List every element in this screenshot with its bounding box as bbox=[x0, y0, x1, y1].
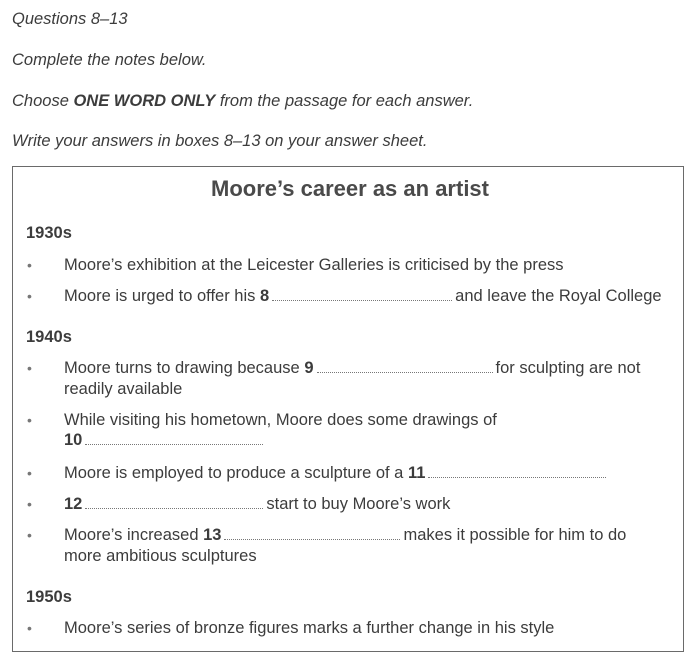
note-text: Moore turns to drawing because bbox=[64, 359, 300, 377]
note-item bbox=[64, 495, 450, 514]
instruction-complete: Complete the notes below. bbox=[12, 51, 207, 69]
note-item: Moore’s exhibition at the Leicester Galleries is criticised by the press bbox=[64, 256, 564, 274]
decade-heading: 1930s bbox=[26, 224, 72, 242]
answer-blank[interactable] bbox=[317, 372, 493, 373]
bullet: • bbox=[27, 527, 32, 543]
note-text: Moore is employed to produce a sculpture of a bbox=[64, 464, 404, 482]
question-number: 8 bbox=[259, 287, 270, 305]
note-text: makes it possible for him to do bbox=[403, 526, 627, 544]
note-item: While visiting his hometown, Moore does some drawings of bbox=[64, 411, 497, 429]
instruction-text: from the passage for each answer. bbox=[215, 92, 474, 110]
answer-blank[interactable] bbox=[85, 508, 263, 509]
note-item-cont: readily available bbox=[64, 380, 183, 398]
bullet: • bbox=[27, 360, 32, 376]
note-item bbox=[64, 526, 626, 545]
note-item bbox=[64, 287, 662, 306]
instruction-text: Choose bbox=[12, 92, 74, 110]
notes-box bbox=[12, 166, 684, 652]
instruction-choose bbox=[12, 92, 473, 111]
answer-blank[interactable] bbox=[428, 477, 606, 478]
decade-heading: 1940s bbox=[26, 328, 72, 346]
bullet: • bbox=[27, 465, 32, 481]
note-text: for sculpting are not bbox=[495, 359, 641, 377]
answer-blank[interactable] bbox=[224, 539, 400, 540]
note-text: and leave the Royal College bbox=[455, 287, 662, 305]
note-text: Moore is urged to offer his bbox=[64, 287, 256, 305]
note-item-cont: more ambitious sculptures bbox=[64, 547, 257, 565]
bullet: • bbox=[27, 288, 32, 304]
decade-heading: 1950s bbox=[26, 588, 72, 606]
note-item bbox=[64, 359, 640, 378]
note-text: Moore’s increased bbox=[64, 526, 199, 544]
bullet: • bbox=[27, 620, 32, 636]
questions-heading: Questions 8–13 bbox=[12, 10, 128, 28]
bullet: • bbox=[27, 412, 32, 428]
answer-blank[interactable] bbox=[85, 444, 263, 445]
question-number: 12 bbox=[64, 495, 83, 513]
instruction-write: Write your answers in boxes 8–13 on your answer sheet. bbox=[12, 132, 428, 150]
question-number: 13 bbox=[203, 526, 222, 544]
note-text: start to buy Moore’s work bbox=[266, 495, 451, 513]
bullet: • bbox=[27, 257, 32, 273]
answer-blank[interactable] bbox=[272, 300, 452, 301]
question-number: 11 bbox=[407, 464, 426, 482]
note-item-cont bbox=[64, 431, 266, 450]
question-number: 9 bbox=[304, 359, 314, 377]
note-item: Moore’s series of bronze figures marks a further change in his style bbox=[64, 619, 555, 637]
notes-title: Moore’s career as an artist bbox=[211, 176, 489, 201]
note-item bbox=[64, 464, 609, 483]
bullet: • bbox=[27, 496, 32, 512]
question-number: 10 bbox=[64, 431, 83, 449]
instruction-emphasis: ONE WORD ONLY bbox=[73, 92, 216, 110]
